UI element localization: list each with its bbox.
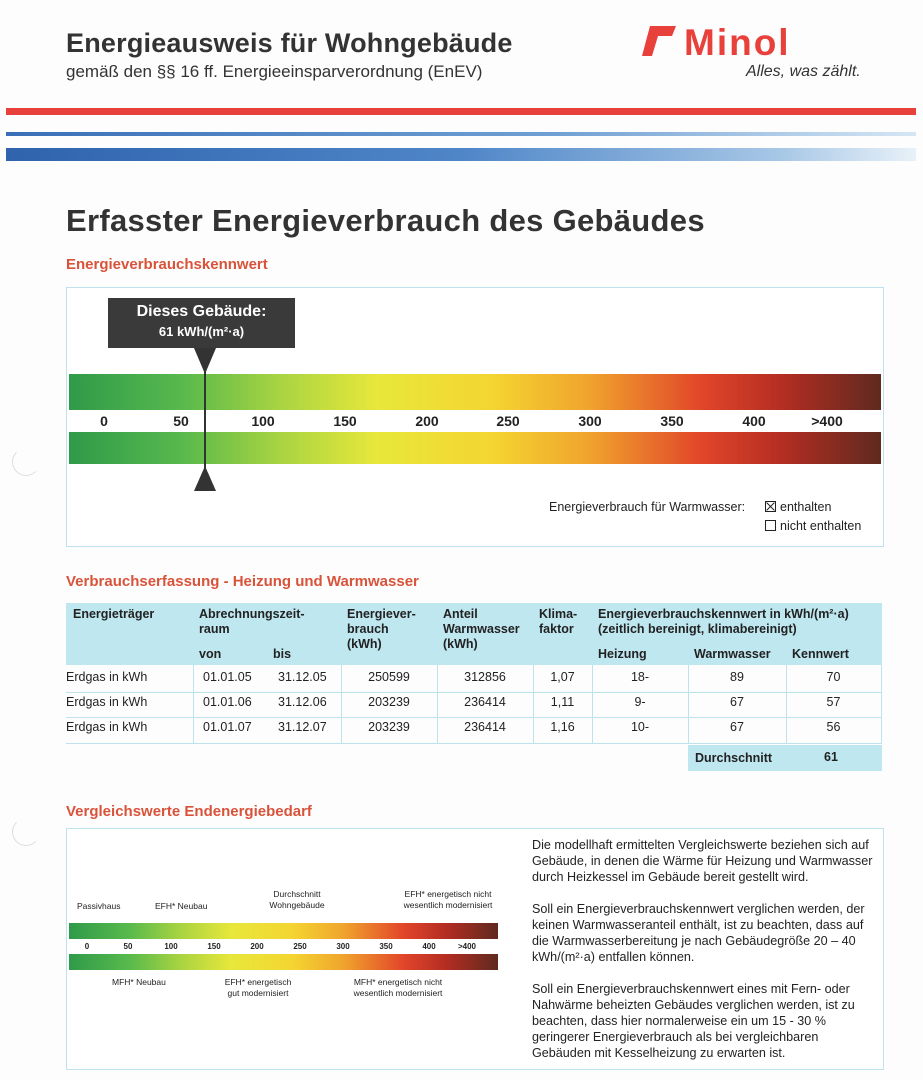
header-kennwert: Kennwert bbox=[792, 647, 849, 661]
cell-von: 01.01.05 bbox=[203, 670, 252, 684]
header-verbrauch-1: Energiever- bbox=[347, 607, 416, 621]
header-klima-2: faktor bbox=[539, 622, 574, 636]
durchschnitt-label: Durchschnitt bbox=[695, 751, 773, 765]
label-efh-nicht: EFH* energetisch nicht wesentlich modernisiert bbox=[403, 889, 493, 910]
compare-bar-bottom bbox=[69, 954, 498, 970]
cell-klima: 1,11 bbox=[550, 695, 575, 709]
checkbox-checked-icon[interactable] bbox=[765, 501, 776, 512]
scale-label: 100 bbox=[251, 413, 275, 429]
scale-label: 250 bbox=[496, 413, 520, 429]
cell-warmwasser: 89 bbox=[730, 670, 744, 684]
compare-bar-top bbox=[69, 923, 498, 939]
header-klima-1: Klima- bbox=[539, 607, 578, 621]
cell-heizung: 9- bbox=[634, 695, 646, 709]
compare-scale-label: 300 bbox=[336, 942, 350, 951]
compare-scale-label: 100 bbox=[164, 942, 178, 951]
header-bis: bis bbox=[273, 647, 292, 661]
header-warmwasser: Warmwasser bbox=[694, 647, 771, 661]
cell-kennwert: 70 bbox=[826, 670, 841, 684]
label-efh-gut: EFH* energetisch gut modernisiert bbox=[224, 977, 292, 998]
scale-label: 150 bbox=[333, 413, 357, 429]
cell-anteil: 236414 bbox=[464, 720, 506, 734]
document-subtitle: gemäß den §§ 16 ff. Energieeinsparverordnung (EnEV) bbox=[66, 62, 483, 81]
marker-label: Dieses Gebäude: bbox=[136, 303, 267, 320]
compare-scale-label: 50 bbox=[123, 942, 133, 951]
paragraph-3: Soll ein Energieverbrauchskennwert eines mit Fern- oder Nahwärme beheizten Gebäudes verglichen werden, ist zu beachten, dass hier normalerweise ein um 15 - 30 % geringerer Energieverbrauch als bei vergleichbaren Gebäuden mit Kesselheizung zu erwarten ist. bbox=[532, 982, 855, 1060]
label-efh-neubau: EFH* Neubau bbox=[155, 901, 208, 911]
cell-von: 01.01.07 bbox=[203, 720, 252, 734]
header-von: von bbox=[199, 647, 222, 661]
compare-scale-label: 0 bbox=[84, 942, 90, 951]
option-nicht-enthalten[interactable]: nicht enthalten bbox=[765, 519, 861, 533]
cell-bis: 31.12.07 bbox=[278, 720, 327, 734]
compare-scale-label: 150 bbox=[207, 942, 221, 951]
cell-traeger: Erdgas in kWh bbox=[66, 695, 148, 709]
scale-bar-top bbox=[69, 374, 881, 410]
cell-von: 01.01.06 bbox=[203, 695, 252, 709]
header-anteil-3: (kWh) bbox=[443, 637, 478, 651]
building-marker bbox=[108, 298, 295, 348]
verbrauch-heading: Verbrauchserfassung - Heizung und Warmwasser bbox=[66, 573, 419, 590]
paragraph-1: Die modellhaft ermittelten Vergleichswerte beziehen sich auf Gebäude, in denen die Wärme für Heizung und Warmwasser durch Heizkessel im Gebäude bereit gestellt wird. bbox=[532, 838, 873, 884]
scale-label: >400 bbox=[811, 413, 843, 429]
header-verbrauch-2: brauch bbox=[347, 622, 389, 636]
header-heizung: Heizung bbox=[598, 647, 647, 661]
header-anteil-2: Warmwasser bbox=[443, 622, 520, 636]
compare-scale-label: 250 bbox=[293, 942, 307, 951]
punch-hole-icon bbox=[12, 448, 40, 476]
label-passivhaus: Passivhaus bbox=[77, 901, 121, 911]
scale-label: 50 bbox=[173, 413, 189, 429]
document-title: Energieausweis für Wohngebäude bbox=[66, 28, 513, 58]
section-title: Erfasster Energieverbrauch des Gebäudes bbox=[66, 203, 705, 238]
logo-text: Minol bbox=[684, 24, 791, 58]
minol-logo bbox=[636, 24, 886, 58]
cell-anteil: 312856 bbox=[464, 670, 506, 684]
cell-klima: 1,07 bbox=[550, 670, 575, 684]
scale-label: 200 bbox=[415, 413, 439, 429]
scale-label: 400 bbox=[742, 413, 766, 429]
paragraph-2: Soll ein Energieverbrauchskennwert verglichen werden, der keinen Warmwasseranteil enthält, ist zu beachten, dass auf die Warmwasserbereitung je nach Gebäudegröße 20 – 40 kWh/(m²·a) entfallen können. bbox=[532, 902, 865, 964]
header-anteil-1: Anteil bbox=[443, 607, 478, 621]
durchschnitt-value: 61 bbox=[824, 750, 838, 764]
cell-warmwasser: 67 bbox=[730, 695, 744, 709]
stripe-blue-thin bbox=[6, 132, 916, 136]
scale-bar-bottom bbox=[69, 432, 881, 464]
cell-bis: 31.12.06 bbox=[278, 695, 327, 709]
cell-verbrauch: 250599 bbox=[368, 670, 410, 684]
slogan: Alles, was zählt. bbox=[746, 63, 861, 80]
label-mfh-neubau: MFH* Neubau bbox=[112, 977, 166, 987]
header-energietraeger: Energieträger bbox=[73, 607, 155, 621]
header-kennwert-2: (zeitlich bereinigt, klimabereinigt) bbox=[598, 622, 797, 636]
option-enthalten[interactable]: enthalten bbox=[765, 500, 831, 514]
kennwert-heading: Energieverbrauchskennwert bbox=[66, 256, 268, 273]
marker-value: 61 kWh/(m²·a) bbox=[158, 324, 245, 339]
header-zeitraum-2: raum bbox=[199, 622, 230, 636]
stripe-red bbox=[6, 108, 916, 115]
punch-hole-icon bbox=[12, 818, 40, 846]
cell-warmwasser: 67 bbox=[730, 720, 744, 734]
scale-label: 300 bbox=[578, 413, 602, 429]
warmwasser-label: Energieverbrauch für Warmwasser: bbox=[549, 500, 746, 514]
cell-traeger: Erdgas in kWh bbox=[66, 670, 148, 684]
cell-anteil: 236414 bbox=[464, 695, 506, 709]
cell-bis: 31.12.05 bbox=[278, 670, 327, 684]
compare-scale-label: 350 bbox=[379, 942, 393, 951]
marker-pointer bbox=[193, 348, 217, 492]
verbrauch-table bbox=[66, 603, 882, 770]
cell-kennwert: 57 bbox=[826, 695, 841, 709]
cell-klima: 1,16 bbox=[550, 720, 575, 734]
label-durchschnitt: Durchschnitt Wohngebäude bbox=[269, 889, 325, 910]
kennwert-panel bbox=[66, 287, 884, 547]
header-kennwert-1: Energieverbrauchskennwert in kWh/(m²·a) bbox=[598, 607, 849, 621]
compare-scale-label: 400 bbox=[422, 942, 436, 951]
cell-heizung: 10- bbox=[630, 720, 650, 734]
scale-label: 350 bbox=[660, 413, 684, 429]
cell-heizung: 18- bbox=[630, 670, 650, 684]
durchschnitt-row bbox=[688, 745, 882, 771]
compare-scale-label: 200 bbox=[250, 942, 264, 951]
cell-verbrauch: 203239 bbox=[368, 695, 410, 709]
cell-traeger: Erdgas in kWh bbox=[66, 720, 148, 734]
header-zeitraum-1: Abrechnungszeit- bbox=[199, 607, 305, 621]
stripe-blue bbox=[6, 148, 916, 161]
cell-kennwert: 56 bbox=[826, 720, 841, 734]
label-mfh-nicht: MFH* energetisch nicht wesentlich modernisiert bbox=[353, 977, 443, 998]
scale-label: 0 bbox=[100, 413, 108, 429]
compare-scale-label: >400 bbox=[457, 942, 477, 951]
header-verbrauch-3: (kWh) bbox=[347, 637, 382, 651]
vergleich-heading: Vergleichswerte Endenergiebedarf bbox=[66, 803, 312, 820]
checkbox-empty-icon[interactable] bbox=[765, 520, 776, 531]
cell-verbrauch: 203239 bbox=[368, 720, 410, 734]
